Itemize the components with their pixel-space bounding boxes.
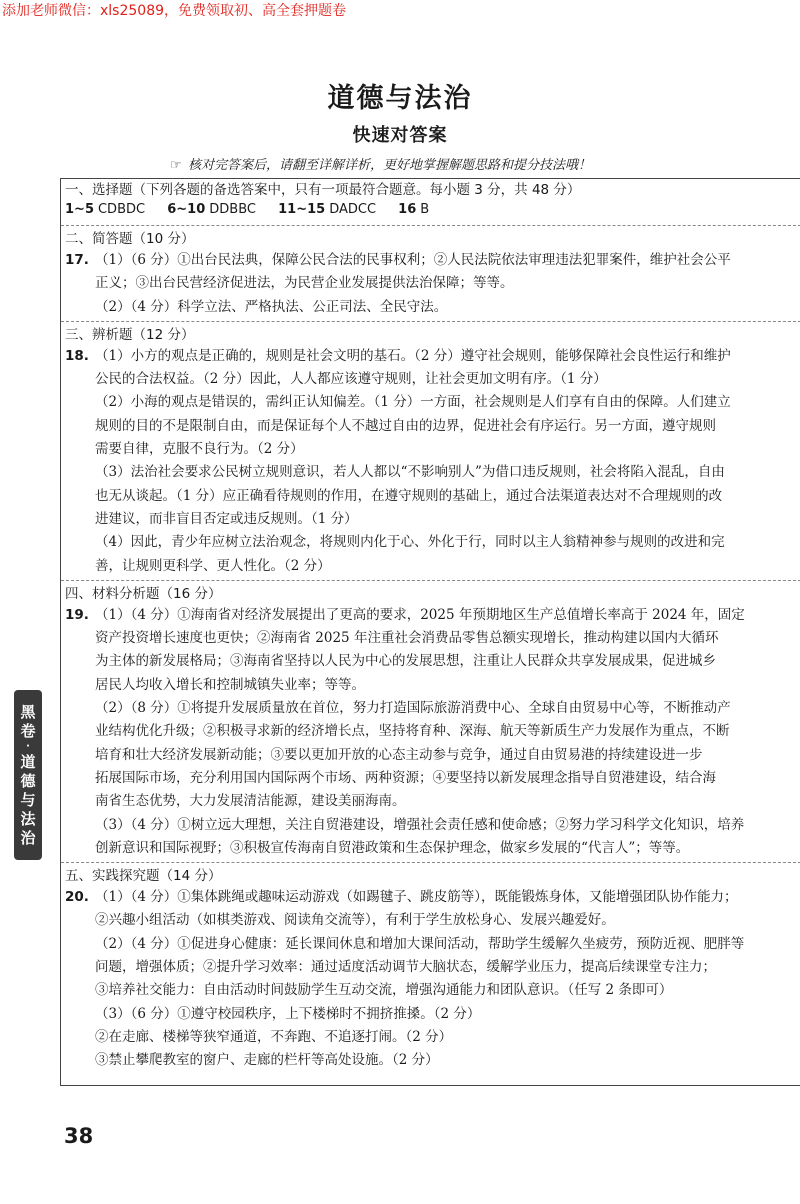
page-title: 道德与法治: [327, 83, 473, 114]
answer-line: ②兴趣小组活动（如棋类游戏、阅读角交流等），有利于学生放松身心、发展兴趣爱好。: [95, 912, 615, 929]
answer-line: ②在走廊、楼梯等狭窄通道，不奔跑、不追逐打闹。（2 分）: [95, 1028, 453, 1045]
answer-range: 1~5: [65, 202, 94, 217]
answer-text: （1）（4 分）①集体跳绳或趣味运动游戏（如踢毽子、跳皮筋等），既能锻炼身体，又能增强团队协作能力；: [95, 889, 738, 906]
page-subtitle: 快速对答案: [352, 125, 448, 146]
answer-line: （2）（4 分）科学立法、严格执法、公正司法、全民守法。: [95, 298, 448, 315]
answer-line: （3）（6 分）①遵守校园秩序，上下楼梯时不拥挤推搡。（2 分）: [95, 1005, 481, 1022]
question-19: [61, 604, 800, 860]
section-heading-choice: 一、选择题（下列各题的备选答案中，只有一项最符合题意。每小题 3 分，共 48 分）: [65, 182, 581, 198]
choice-answers: [61, 200, 800, 223]
answer-line: 规则的目的不是限制自由，而是保证每个人不越过自由的边界，促进社会有序运行。另一方面，遵守规则: [95, 417, 716, 434]
divider: [61, 225, 800, 226]
question-number: 20.: [65, 889, 89, 906]
answer-line: （2）（4 分）①促进身心健康：延长课间休息和增加大课间活动，帮助学生缓解久坐疲劳，预防近视、肥胖等: [95, 935, 745, 952]
answer-line: 居民人均收入增长和控制城镇失业率；等等。: [95, 676, 365, 693]
answer-line: 善，让规则更科学、更人性化。（2 分）: [95, 557, 331, 574]
answer-line: 进建议，而非盲目否定或违反规则。（1 分）: [95, 510, 358, 527]
answer-line: 培育和壮大经济发展新动能；③要以更加开放的心态主动参与竞争，通过自由贸易港的持续建设进一步: [95, 746, 703, 763]
answer-line: 也无从谈起。（1 分）应正确看待规则的作用，在遵守规则的基础上，通过合法渠道表达对不合理规则的改: [95, 487, 723, 504]
answer-group: [167, 202, 256, 217]
side-tab-char: 道: [20, 752, 36, 771]
divider: [61, 862, 800, 863]
answer-group: [278, 202, 376, 217]
tip-line: [170, 154, 770, 173]
answer-text: （1）（6 分）①出台民法典，保障公民合法的民事权利；②人民法院依法审理违法犯罪案件，维护社会公平: [95, 252, 731, 268]
answer-line: 拓展国际市场，充分利用国内国际两个市场、两种资源；④要坚持以新发展理念指导自贸港建设，结合海: [95, 769, 716, 786]
answer-line: （2）小海的观点是错误的，需纠正认知偏差。（1 分）一方面，社会规则是人们享有自由的保障。人们建立: [95, 394, 731, 411]
side-tab: [14, 690, 42, 860]
answer-line: （3）法治社会要求公民树立规则意识，若人人都以“不影响别人”为借口违反规则，社会将陷入混乱，自由: [95, 464, 725, 481]
answer-range: 16: [398, 202, 417, 217]
side-tab-char: 与: [20, 790, 36, 809]
answer-group: [398, 202, 429, 217]
answer-value: DDBBC: [209, 202, 256, 217]
question-number: 18.: [65, 347, 89, 364]
answer-value: B: [420, 202, 430, 217]
answer-line: 资产投资增长速度也更快；②海南省 2025 年注重社会消费品零售总额实现增长，推动构建以国内大循环: [95, 630, 719, 647]
divider: [61, 321, 800, 322]
section-heading-practice: 五、实践探究题（14 分）: [65, 868, 222, 885]
answer-line: 南省生态优势，大力发展清洁能源，建设美丽海南。: [95, 793, 406, 810]
tip-text: 核对完答案后，请翻至详解详析，更好地掌握解题思路和提分技法哦！: [188, 158, 592, 173]
answer-line: 业结构优化升级；②积极寻求新的经济增长点，坚持将育种、深海、航天等新质生产力发展作为重点，不断: [95, 723, 730, 740]
question-number: 17.: [65, 252, 89, 268]
question-18: [61, 345, 800, 578]
answer-line: [65, 604, 800, 627]
answer-line: ③培养社交能力：自由活动时间鼓励学生互动交流，增强沟通能力和团队意识。（任写 2 条即可）: [95, 982, 673, 999]
question-17: [61, 249, 800, 319]
side-tab-separator: ·: [26, 740, 30, 752]
answer-range: 11~15: [278, 202, 326, 217]
section-heading-analysis: 三、辨析题（12 分）: [65, 326, 195, 343]
side-tab-char: 德: [20, 771, 36, 790]
answer-line: 公民的合法权益。（2 分）因此，人人都应该遵守规则，让社会更加文明有序。（1 分）: [95, 371, 607, 388]
watermark-text: 添加老师微信：xls25089，免费领取初、高全套押题卷: [2, 3, 347, 19]
answer-line: 正义；③出台民营经济促进法，为民营企业发展提供法治保障；等等。: [95, 275, 514, 292]
question-number: 19.: [65, 606, 89, 623]
side-tab-char: 法: [20, 809, 36, 828]
answer-line: [65, 886, 800, 909]
answer-line: 问题，增强体质；②提升学习效率：通过适度活动调节大脑状态，缓解学业压力，提高后续课堂专注力；: [95, 959, 716, 976]
question-20: [61, 886, 800, 1072]
side-tab-char: 治: [20, 828, 36, 847]
answer-line: 创新意识和国际视野；③积极宣传海南自贸港政策和生态保护理念，做家乡发展的“代言人”；等等。: [95, 839, 690, 856]
answer-range: 6~10: [167, 202, 206, 217]
answer-line: ③禁止攀爬教室的窗户、走廊的栏杆等高处设施。（2 分）: [95, 1052, 439, 1069]
answer-value: CDBDC: [97, 202, 146, 217]
answer-text: （1）小方的观点是正确的，规则是社会文明的基石。（2 分）遵守社会规则，能够保障社会良性运行和维护: [95, 347, 731, 364]
answer-line: 需要自律，克服不良行为。（2 分）: [95, 441, 304, 458]
answer-box: [60, 178, 800, 1086]
answer-line: （2）（8 分）①将提升发展质量放在首位，努力打造国际旅游消费中心、全球自由贸易中心等，不断推动产: [95, 700, 731, 717]
side-tab-char: 黑: [20, 702, 36, 721]
section-heading-material: 四、材料分析题（16 分）: [65, 585, 222, 602]
answer-value: DADCC: [329, 202, 377, 217]
answer-line: （4）因此，青少年应树立法治观念，将规则内化于心、外化于行，同时以主人翁精神参与规则的改进和完: [95, 534, 725, 551]
side-tab-char: 卷: [20, 721, 36, 740]
pointing-hand-icon: ☞: [170, 158, 182, 173]
answer-line: 为主体的新发展格局；③海南省坚持以人民为中心的发展思想，注重让人民群众共享发展成果，促进城乡: [95, 653, 716, 670]
page-number: 38: [64, 1124, 94, 1148]
answer-group: [65, 202, 145, 217]
answer-line: [65, 345, 800, 368]
answer-line: [65, 249, 800, 272]
divider: [61, 580, 800, 581]
section-heading-short-answer: 二、简答题（10 分）: [65, 231, 195, 247]
answer-text: （1）（4 分）①海南省对经济发展提出了更高的要求，2025 年预期地区生产总值增长率高于 2024 年，固定: [95, 606, 745, 623]
answer-line: （3）（4 分）①树立远大理想，关注自贸港建设，增强社会责任感和使命感；②努力学习科学文化知识，培养: [95, 816, 745, 833]
